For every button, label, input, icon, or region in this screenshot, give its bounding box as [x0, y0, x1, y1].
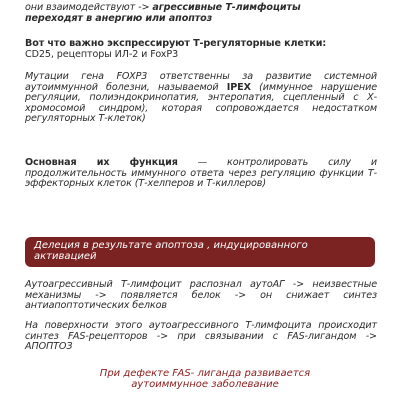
anergy-line2: переходят в анергию или апоптоз — [25, 12, 213, 24]
function-text: — контролировать силу и продолжительность иммунного ответа через регуляцию функции Т-эффекторных клеток (Т-хелперов и Т-киллеров) — [25, 157, 377, 190]
footer-text: При дефекте FAS- лиганда развивается аутоиммунное заболевание — [99, 368, 311, 390]
footer-note — [70, 368, 340, 390]
markers-list: CD25, рецепторы ИЛ-2 и FoxP3 — [25, 48, 179, 60]
markers-heading: Вот что важно экспрессируют Т-регуляторные клетки: — [25, 38, 327, 49]
paragraph-autoagressive-2 — [25, 321, 377, 353]
anergy-bold: агрессивные Т-лимфоциты — [152, 2, 301, 13]
paragraph-foxp3 — [25, 72, 377, 125]
foxp3-text: Мутации гена FOXP3 ответственны за развитие системной аутоиммунной болезни, называемой — [25, 71, 377, 93]
banner-text: Делеция в результате апоптоза , индуцированного активацией — [34, 240, 308, 262]
paragraph-anergy — [25, 3, 377, 24]
anergy-prefix: они взаимодействуют -> — [25, 2, 153, 13]
function-bold: Основная их функция — [25, 157, 178, 168]
auto2-text: На поверхности этого аутоагрессивного Т-лимфоцита происходит синтез FAS-рецепторов -> при связывании с FAS-лигандом -> АПОПТОЗ — [25, 320, 377, 353]
paragraph-autoagressive-1 — [25, 280, 377, 312]
paragraph-markers — [25, 39, 377, 60]
paragraph-function — [25, 158, 377, 190]
section-banner — [25, 237, 375, 267]
foxp3-rest: (иммунное нарушение регуляции, полиэндокринопатия, энтеропатия, сцепленный с Х-хромосомой синдром), которая сопровождается недостатком регуляторных Т-клеток) — [25, 81, 378, 125]
foxp3-ipex: IPEX — [226, 81, 251, 93]
auto1-text: Аутоагрессивный Т-лимфоцит распознал аутоАГ -> неизвестные механизмы -> появляется белок -> он снижает синтез антиапоптотических белков — [25, 279, 377, 312]
